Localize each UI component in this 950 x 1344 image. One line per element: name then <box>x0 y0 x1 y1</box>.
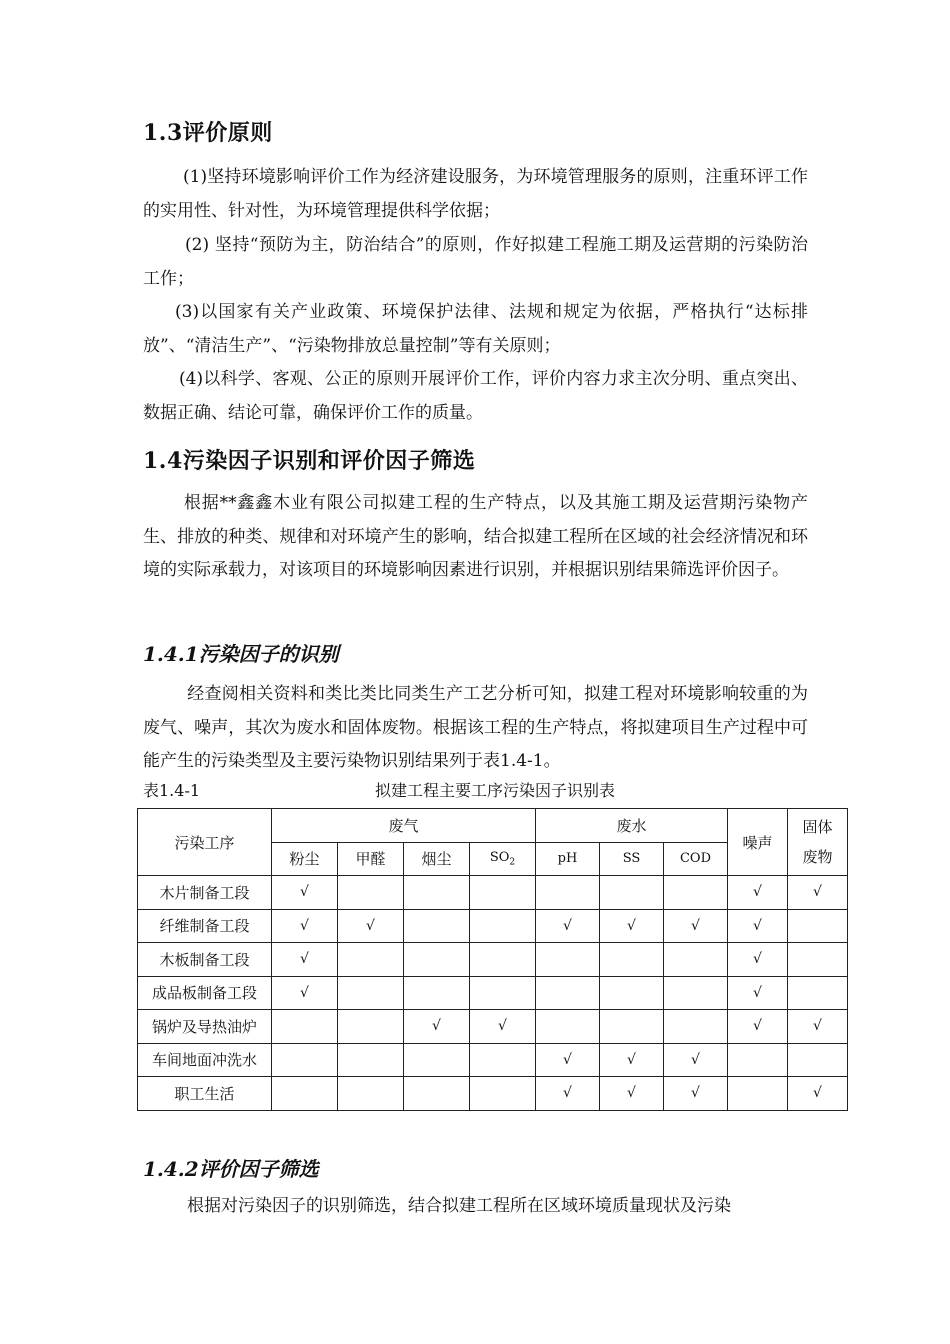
header-noise: 噪声 <box>728 809 788 876</box>
table-cell: √ <box>470 1010 536 1044</box>
table-cell <box>338 1077 404 1111</box>
principle-item-3 <box>143 296 808 363</box>
section-1-4-title: 1.4污染因子识别和评价因子筛选 <box>143 448 476 474</box>
table-cell: √ <box>788 1077 848 1111</box>
header-solid-waste-line1: 固体 <box>802 818 833 836</box>
table-cell: √ <box>272 876 338 910</box>
table-cell <box>470 1043 536 1077</box>
table-cell: √ <box>404 1010 470 1044</box>
principle-item-4 <box>143 363 808 430</box>
section-1-4-1-paragraph <box>143 678 808 779</box>
table-cell: √ <box>272 909 338 943</box>
header-ph: pH <box>536 842 600 876</box>
table-row <box>138 976 848 1010</box>
table-cell: √ <box>536 1077 600 1111</box>
section-1-4-paragraph-text: 根据**鑫鑫木业有限公司拟建工程的生产特点，以及其施工期及运营期污染物产生、排放的种类、规律和对环境产生的影响，结合拟建工程所在区域的社会经济情况和环境的实际承载力，对该项目的环境影响因素进行识别，并根据识别结果筛选评价因子。 <box>143 493 808 580</box>
table-cell: √ <box>338 909 404 943</box>
header-ss: SS <box>600 842 664 876</box>
table-cell <box>536 876 600 910</box>
table-cell <box>404 943 470 977</box>
table-cell <box>404 1043 470 1077</box>
table-cell <box>272 1010 338 1044</box>
table-cell: √ <box>536 909 600 943</box>
principle-item-4-text: (4)以科学、客观、公正的原则开展评价工作，评价内容力求主次分明、重点突出、数据正确、结论可靠，确保评价工作的质量。 <box>143 369 808 423</box>
table-caption <box>143 778 808 800</box>
table-cell: √ <box>728 909 788 943</box>
table-cell <box>404 1077 470 1111</box>
table-cell <box>600 876 664 910</box>
table-cell <box>600 943 664 977</box>
table-cell <box>272 1077 338 1111</box>
section-1-4-2-paragraph <box>143 1190 808 1224</box>
table-cell: √ <box>664 909 728 943</box>
table-cell <box>536 976 600 1010</box>
table-row <box>138 876 848 910</box>
header-waste-water: 废水 <box>536 809 728 843</box>
table-cell: √ <box>788 876 848 910</box>
header-solid-waste-line2: 废物 <box>802 848 833 866</box>
row-process-label: 锅炉及导热油炉 <box>138 1010 272 1044</box>
section-1-4-1-paragraph-text: 经查阅相关资料和类比类比同类生产工艺分析可知，拟建工程对环境影响较重的为废气、噪声，其次为废水和固体废物。根据该工程的生产特点，将拟建项目生产过程中可能产生的污染类型及主要污染物识别结果列于表1.4-1。 <box>143 684 808 771</box>
table-cell <box>788 976 848 1010</box>
table-cell: √ <box>728 976 788 1010</box>
row-process-label: 成品板制备工段 <box>138 976 272 1010</box>
table-cell <box>338 943 404 977</box>
table-cell <box>338 976 404 1010</box>
table-cell: √ <box>728 1010 788 1044</box>
table-cell <box>788 1043 848 1077</box>
table-cell: √ <box>272 943 338 977</box>
table-cell <box>664 976 728 1010</box>
table-cell <box>470 1077 536 1111</box>
table-cell <box>600 976 664 1010</box>
section-1-4-2-title: 1.4.2评价因子筛选 <box>143 1157 319 1181</box>
table-cell <box>664 876 728 910</box>
row-process-label: 木片制备工段 <box>138 876 272 910</box>
table-cell: √ <box>664 1043 728 1077</box>
table-cell <box>470 909 536 943</box>
principle-item-2 <box>143 229 808 296</box>
principle-item-1-text: (1)坚持环境影响评价工作为经济建设服务，为环境管理服务的原则，注重环评工作的实用性、针对性，为环境管理提供科学依据； <box>143 167 808 221</box>
table-cell <box>404 909 470 943</box>
table-cell <box>470 876 536 910</box>
table-row <box>138 1043 848 1077</box>
table-cell: √ <box>728 943 788 977</box>
principle-item-1 <box>143 161 808 228</box>
section-1-3-title: 1.3评价原则 <box>143 120 273 146</box>
header-so2-main: SO <box>489 849 510 865</box>
table-row <box>138 943 848 977</box>
header-so2 <box>470 842 536 876</box>
table-cell: √ <box>272 976 338 1010</box>
table-cell <box>664 943 728 977</box>
header-dust: 粉尘 <box>272 842 338 876</box>
principle-item-3-text: (3)以国家有关产业政策、环境保护法律、法规和规定为依据，严格执行“达标排放”、“清洁生产”、“污染物排放总量控制”等有关原则； <box>143 302 808 356</box>
table-cell <box>728 1077 788 1111</box>
table-row <box>138 1010 848 1044</box>
table-cell: √ <box>600 909 664 943</box>
table-cell: √ <box>664 1077 728 1111</box>
row-process-label: 木板制备工段 <box>138 943 272 977</box>
section-1-4-2-paragraph-text: 根据对污染因子的识别筛选，结合拟建工程所在区域环境质量现状及污染 <box>187 1196 731 1216</box>
table-row <box>138 1077 848 1111</box>
table-cell <box>404 976 470 1010</box>
principle-item-2-text: (2) 坚持“预防为主，防治结合”的原则，作好拟建工程施工期及运营期的污染防治工作； <box>143 235 808 289</box>
table-cell <box>788 909 848 943</box>
table-cell <box>338 1043 404 1077</box>
table-cell <box>470 943 536 977</box>
table-title: 拟建工程主要工序污染因子识别表 <box>375 781 616 800</box>
header-waste-gas: 废气 <box>272 809 536 843</box>
table-cell: √ <box>600 1077 664 1111</box>
table-cell <box>338 876 404 910</box>
header-so2-sub: 2 <box>509 857 516 868</box>
table-cell <box>470 976 536 1010</box>
table-number: 表1.4-1 <box>143 781 201 800</box>
pollution-factor-table <box>137 808 848 1111</box>
table-cell <box>272 1043 338 1077</box>
row-process-label: 纤维制备工段 <box>138 909 272 943</box>
table-cell <box>404 876 470 910</box>
table-cell <box>536 943 600 977</box>
table-cell <box>664 1010 728 1044</box>
table-cell: √ <box>600 1043 664 1077</box>
table-cell <box>788 943 848 977</box>
table-cell <box>600 1010 664 1044</box>
table-cell: √ <box>536 1043 600 1077</box>
table-cell <box>536 1010 600 1044</box>
table-cell: √ <box>728 876 788 910</box>
section-1-4-paragraph <box>143 487 808 588</box>
table-row <box>138 909 848 943</box>
header-soot: 烟尘 <box>404 842 470 876</box>
header-formaldehyde: 甲醛 <box>338 842 404 876</box>
table-cell <box>338 1010 404 1044</box>
table-cell <box>728 1043 788 1077</box>
header-solid-waste <box>788 809 848 876</box>
table-body <box>138 876 848 1111</box>
header-cod: COD <box>664 842 728 876</box>
section-1-4-1-title: 1.4.1污染因子的识别 <box>143 642 339 666</box>
header-process: 污染工序 <box>138 809 272 876</box>
table-cell: √ <box>788 1010 848 1044</box>
row-process-label: 职工生活 <box>138 1077 272 1111</box>
row-process-label: 车间地面冲洗水 <box>138 1043 272 1077</box>
